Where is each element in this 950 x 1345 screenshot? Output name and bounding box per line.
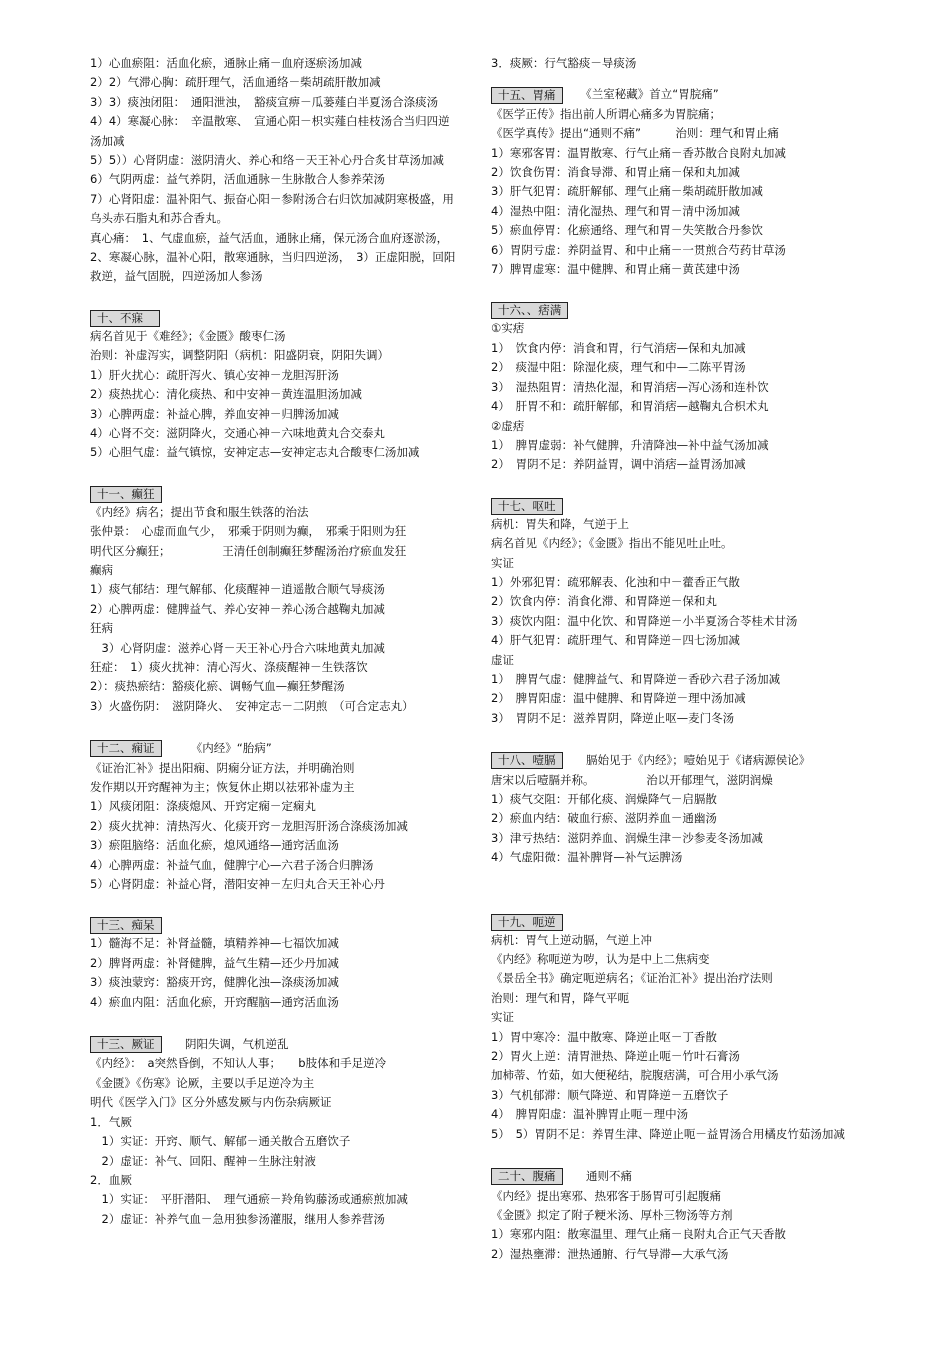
section-heading-row — [491, 498, 863, 515]
text-line: 4）湿热中阻：清化湿热、理气和胃－清中汤加减 — [491, 203, 740, 218]
text-line: 3．痰厥：行气豁痰－导痰汤 — [491, 56, 637, 70]
text-line: ①实痞 — [491, 321, 525, 336]
text-line: 狂症： 1）痰火扰神：清心泻火、涤痰醒神－生铁落饮 — [90, 659, 368, 674]
text-line: 5）心肾阴虚：补益心肾，潜阳安神－左归丸合天王补心丹 — [90, 877, 385, 892]
text-line: 《景岳全书》确定呃逆病名；《证治汇补》提出治疗法则 — [491, 971, 773, 986]
text-line: ②虚痞 — [491, 418, 525, 433]
text-line: 1） 脾胃气虚：健脾益气、和胃降逆－香砂六君子汤加减 — [491, 671, 781, 686]
text-line: 1．气厥 — [90, 1114, 132, 1129]
section — [491, 498, 863, 728]
text-line: 3） 胃阴不足：滋养胃阴，降逆止呕—麦门冬汤 — [491, 710, 735, 725]
left-column — [90, 54, 460, 1252]
section-heading: 十五、胃痛 — [491, 87, 563, 104]
section-heading: 十八、噎膈 — [491, 752, 563, 769]
text-line: 3）肝气犯胃：疏肝解郁、理气止痛－柴胡疏肝散加减 — [491, 184, 763, 199]
section-heading: 十九、呃逆 — [491, 914, 563, 931]
text-line: 真心痛： 1、气虚血瘀，益气活血，通脉止痛，保元汤合血府逐淤汤， 2、寒凝心脉，温补心阳，散寒通脉，当归四逆汤， 3）正虚阳脱，回阳救逆，益气固脱，四逆汤加人参汤 — [90, 230, 456, 284]
text-line: 唐宋以后噎膈并称。 治以开郁理气，滋阴润燥 — [491, 772, 773, 787]
section-heading-row — [90, 486, 460, 503]
text-line: 病机：胃气上逆动膈，气逆上冲 — [491, 932, 652, 947]
text-line: 1）寒邪客胃：温胃散寒、行气止痛－香苏散合良附丸加减 — [491, 145, 786, 160]
text-line: 发作期以开窍醒神为主；恢复休止期以祛邪补虚为主 — [90, 780, 355, 794]
text-line: 2）饮食内停：消食化滞、和胃降逆－保和丸 — [491, 594, 717, 609]
text-line: 2．血厥 — [90, 1172, 132, 1187]
text-line: 2）心脾两虚：健脾益气、养心安神－养心汤合越鞠丸加减 — [90, 601, 385, 616]
text-line: 2）虚证：补养气血－急用独参汤灌服，继用人参养营汤 — [90, 1211, 385, 1226]
text-line: 2）湿热壅滞：泄热通腑、行气导滞—大承气汤 — [491, 1246, 729, 1261]
text-line: 《内经》提出寒邪、热邪客于肠胃可引起腹痛 — [491, 1188, 721, 1203]
section — [491, 1167, 863, 1264]
text-line: 2） 胃阴不足：养阴益胃，调中消痞—益胃汤加减 — [491, 457, 746, 472]
section-heading-row — [491, 85, 863, 104]
text-line: 6）气阴两虚：益气养阴，活血通脉－生脉散合人参养荣汤 — [90, 172, 385, 187]
text-line: 4）心脾两虚：补益气血，健脾宁心—六君子汤合归脾汤 — [90, 857, 374, 872]
section — [491, 302, 863, 474]
section-heading-row — [90, 739, 460, 758]
section-heading-note: 通则不痛 — [574, 1169, 632, 1184]
text-line: 5）心胆气虚：益气镇惊，安神定志—安神定志丸合酸枣仁汤加减 — [90, 445, 420, 460]
text-line: 1）痰气郁结：理气解郁、化痰醒神－逍遥散合顺气导痰汤 — [90, 582, 385, 597]
text-line: 治则：理气和胃，降气平呃 — [491, 990, 629, 1005]
text-line: 5）瘀血停胃：化瘀通络、理气和胃－失笑散合丹参饮 — [491, 223, 763, 238]
section-heading: 十一、癫狂 — [90, 486, 162, 503]
text-line: 治则：补虚泻实，调整阴阳（病机：阳盛阴衰，阴阳失调） — [90, 348, 389, 363]
text-line: 4） 脾胃阳虚：温补脾胃止呃－理中汤 — [491, 1107, 689, 1122]
section-heading-row — [491, 1167, 863, 1186]
section-heading: 十二、痫证 — [90, 740, 162, 757]
text-line: 1）外邪犯胃：疏邪解表、化浊和中－藿香正气散 — [491, 574, 740, 589]
text-line: 癫病 — [90, 562, 113, 577]
section — [491, 54, 863, 73]
section-heading: 十七、呕吐 — [491, 498, 563, 515]
text-line: 3）心肾阴虚：滋养心肾－天王补心丹合六味地黄丸加减 — [90, 640, 385, 655]
text-line: 《内经》： a突然昏倒，不知认人事； b肢体和手足逆冷 — [90, 1056, 387, 1071]
text-line: 3）津亏热结：滋阴养血、润燥生津－沙参麦冬汤加减 — [491, 830, 763, 845]
text-line: 3）痰浊蒙窍：豁痰开窍，健脾化浊—涤痰汤加减 — [90, 975, 339, 990]
text-line: 1）心血瘀阻：活血化瘀，通脉止痛－血府逐瘀汤加减 — [90, 56, 362, 70]
text-line: 1）髓海不足：补肾益髓，填精养神—七福饮加减 — [90, 936, 339, 951]
section-heading-note: 《内经》“胎病” — [173, 741, 272, 756]
text-line: 《内经》称呃逆为哕，认为是中上二焦病变 — [491, 952, 710, 967]
section — [90, 1035, 460, 1229]
section — [90, 486, 460, 716]
text-line: 明代区分癫狂； 王清任创制癫狂梦醒汤治疗瘀血发狂 — [90, 543, 407, 558]
text-line: 2）饮食伤胃：消食导滞、和胃止痛－保和丸加减 — [491, 165, 740, 180]
text-line: 2）脾肾两虚：补肾健脾，益气生精—还少丹加减 — [90, 955, 339, 970]
section-heading-note: 《兰室秘藏》首立“胃脘痛” — [574, 87, 719, 102]
section-heading-row — [90, 310, 460, 327]
right-column — [491, 54, 863, 1287]
text-line: 《医学真传》提出“通则不痛” 治则：理气和胃止痛 — [491, 126, 779, 141]
section-heading-row — [491, 302, 863, 319]
text-line: 1）寒邪内阻：散寒温里、理气止痛－良附丸合正气天香散 — [491, 1227, 786, 1242]
section-heading: 十三、痴呆 — [90, 917, 162, 934]
section-heading: 十三、厥证 — [90, 1036, 162, 1053]
text-line: 3）3）痰浊闭阻： 通阳泄浊， 豁痰宣痹－瓜蒌薤白半夏汤合涤痰汤 — [90, 94, 439, 109]
text-line: 狂病 — [90, 621, 113, 636]
text-line: 张仲景： 心虚而血气少， 邪乘于阴则为癫， 邪乘于阳则为狂 — [90, 524, 407, 539]
text-line: 3）火盛伤阴： 滋阴降火、 安神定志－二阴煎 （可合定志丸） — [90, 698, 414, 713]
section-heading-row — [90, 917, 460, 934]
text-line: 1）实证：开窍、顺气、解郁－通关散合五磨饮子 — [90, 1134, 351, 1149]
text-line: 1） 脾胃虚弱：补气健脾，升清降浊—补中益气汤加减 — [491, 437, 769, 452]
text-line: 《金匮》《伤寒》论厥，主要以手足逆冷为主 — [90, 1075, 315, 1090]
section-heading: 十、不寐 — [90, 310, 160, 327]
text-line: 3）心脾两虚：补益心脾，养血安神－归脾汤加减 — [90, 406, 339, 421]
text-line: 加柿蒂、竹茹，如大便秘结，脘腹痞满，可合用小承气汤 — [491, 1068, 779, 1083]
text-line: 实证 — [491, 555, 514, 570]
section-heading-row — [90, 1035, 460, 1054]
text-line: 2） 痰湿中阻：除湿化痰，理气和中—二陈平胃汤 — [491, 360, 746, 375]
text-line: 《医学正传》指出前人所谓心痛多为胃脘痛； — [491, 106, 721, 121]
text-line: 病名首见于《难经》；《金匮》酸枣仁汤 — [90, 328, 286, 343]
text-line: 1）胃中寒冷：温中散寒、降逆止呕－丁香散 — [491, 1029, 717, 1044]
text-line: 《内经》病名；提出节食和服生铁落的治法 — [90, 504, 309, 519]
text-line: 5） 5）胃阴不足：养胃生津、降逆止呃－益胃汤合用橘皮竹茹汤加减 — [491, 1126, 845, 1141]
text-line: 《证治汇补》提出阳痫、阴痫分证方法，并明确治则 — [90, 760, 355, 775]
text-line: 3）瘀阻脑络：活血化瘀，熄风通络—通窍活血汤 — [90, 838, 339, 853]
text-line: 4）心肾不交：滋阴降火，交通心神－六味地黄丸合交泰丸 — [90, 425, 385, 440]
text-line: 4）肝气犯胃：疏肝理气、和胃降逆－四七汤加减 — [491, 633, 740, 648]
text-line: 2）痰热扰心：清化痰热、和中安神－黄连温胆汤加减 — [90, 387, 362, 402]
text-line: 3） 湿热阻胃：清热化湿，和胃消痞—泻心汤和连朴饮 — [491, 379, 769, 394]
text-line: 1）风痰闭阻：涤痰熄风、开窍定痫－定痫丸 — [90, 799, 316, 814]
section — [491, 914, 863, 1144]
section-heading-note: 膈始见于《内经》；噎始见于《诸病源侯论》 — [574, 753, 811, 768]
text-line: 《金匮》拟定了附子粳米汤、厚朴三物汤等方剂 — [491, 1207, 733, 1222]
section — [491, 751, 863, 867]
section — [90, 310, 460, 463]
text-line: 1）实证： 平肝潜阳、 理气通瘀－羚角钩藤汤或通瘀煎加减 — [90, 1192, 408, 1207]
text-line: 明代《医学入门》区分外感发厥与内伤杂病厥证 — [90, 1095, 332, 1110]
text-line: 5）5））心肾阴虚：滋阴清火、养心和络－天王补心丹合炙甘草汤加减 — [90, 153, 444, 168]
text-line: 1）痰气交阻：开郁化痰、润燥降气－启膈散 — [491, 792, 717, 806]
text-line: 7）脾胃虚寒：温中健脾、和胃止痛－黄芪建中汤 — [491, 262, 740, 277]
text-line: 3）痰饮内阻：温中化饮、和胃降逆－小半夏汤合苓桂术甘汤 — [491, 613, 798, 628]
text-line: 病机：胃失和降，气逆于上 — [491, 516, 629, 531]
text-line: 4）气虚阳微：温补脾肾—补气运脾汤 — [491, 850, 683, 865]
text-line: 4）4）寒凝心脉： 辛温散寒、 宣通心阳－枳实薤白桂枝汤合当归四逆汤加减 — [90, 114, 450, 148]
section — [90, 739, 460, 894]
section-heading-row — [491, 751, 863, 770]
text-line: 病名首见《内经》；《金匮》指出不能见吐止吐。 — [491, 536, 733, 551]
section-heading-row — [491, 914, 863, 931]
section — [90, 917, 460, 1012]
text-line: 4） 肝胃不和：疏肝解郁，和胃消痞—越鞠丸合枳术丸 — [491, 399, 769, 414]
text-line: 2）虚证：补气、回阳、醒神－生脉注射液 — [90, 1153, 316, 1168]
text-line: 2）瘀血内结：破血行瘀、滋阴养血－通幽汤 — [491, 811, 717, 826]
text-line: 7）心肾阳虚：温补阳气、振奋心阳－参附汤合右归饮加减阴寒极盛，用乌头赤石脂丸和苏合香丸。 — [90, 191, 454, 226]
text-line: 2）2）气滞心胸：疏肝理气，活血通络－柴胡疏肝散加减 — [90, 75, 381, 90]
text-line: 4）瘀血内阻：活血化瘀，开窍醒脑—通窍活血汤 — [90, 994, 339, 1009]
text-line: 2）：痰热瘀结：豁痰化瘀、调畅气血—癫狂梦醒汤 — [90, 679, 345, 694]
text-line: 2）痰火扰神：清热泻火、化痰开窍－龙胆泻肝汤合涤痰汤加减 — [90, 818, 408, 833]
section-heading: 二十、腹痛 — [491, 1168, 563, 1185]
section — [90, 54, 460, 287]
text-line: 6）胃阴亏虚：养阴益胃、和中止痛－一贯煎合芍药甘草汤 — [491, 242, 786, 257]
text-line: 虚证 — [491, 652, 514, 667]
section-heading: 十六、、痞满 — [491, 302, 568, 319]
text-line: 1）肝火扰心：疏肝泻火、镇心安神－龙胆泻肝汤 — [90, 367, 339, 382]
text-line: 2）胃火上逆：清胃泄热、降逆止呃－竹叶石膏汤 — [491, 1049, 740, 1064]
section-heading-note: 阴阳失调，气机逆乱 — [173, 1037, 289, 1052]
text-line: 3）气机郁滞：顺气降逆、和胃降逆－五磨饮子 — [491, 1087, 729, 1102]
text-line: 实证 — [491, 1010, 514, 1025]
text-line: 2） 脾胃阳虚：温中健脾、和胃降逆－理中汤加减 — [491, 691, 746, 706]
section — [491, 85, 863, 279]
text-line: 1） 饮食内停：消食和胃，行气消痞—保和丸加减 — [491, 340, 746, 355]
